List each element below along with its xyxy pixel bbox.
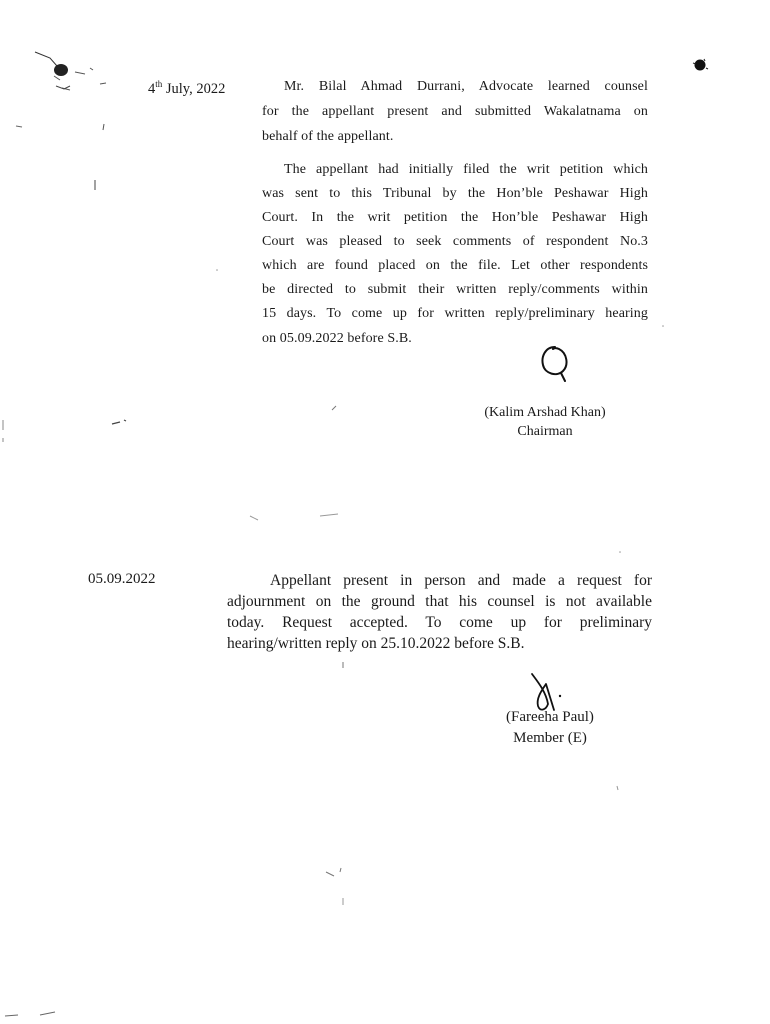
order-line: hearing/written reply on 25.10.2022 before S.B. <box>227 635 525 652</box>
order-line: today. Request accepted. To come up for preliminary <box>227 614 652 631</box>
order-line: on 05.09.2022 before S.B. <box>262 331 412 346</box>
signatory-name: (Kalim Arshad Khan) <box>484 405 606 420</box>
signatory-title: Chairman <box>517 424 573 439</box>
entry-date <box>148 81 225 98</box>
signatory-title: Member (E) <box>513 730 587 746</box>
order-line: 15 days. To come up for written reply/preliminary hearing <box>262 306 648 321</box>
order-line: was sent to this Tribunal by the Hon’ble Peshawar High <box>262 186 648 201</box>
order-line: adjournment on the ground that his counsel is not available <box>227 593 652 610</box>
chairman-signature <box>535 343 577 385</box>
signatory-name: (Fareeha Paul) <box>506 709 594 725</box>
order-line: for the appellant present and submitted Wakalatnama on <box>262 104 648 119</box>
date-ordinal-suffix: th <box>155 79 163 90</box>
order-line: behalf of the appellant. <box>262 129 394 144</box>
date-day: 4 <box>148 81 156 97</box>
order-line: Mr. Bilal Ahmad Durrani, Advocate learned counsel <box>284 79 648 94</box>
signatory-block <box>470 403 620 441</box>
order-line: Court. In the writ petition the Hon’ble Peshawar High <box>262 210 648 225</box>
entry-date <box>88 571 156 588</box>
date-month-year: July, 2022 <box>162 81 226 97</box>
order-line: be directed to submit their written reply/comments within <box>262 282 648 297</box>
order-line: The appellant had initially filed the writ petition which <box>284 162 648 177</box>
order-line: Court was pleased to seek comments of respondent No.3 <box>262 234 648 249</box>
date-text: 05.09.2022 <box>88 571 156 587</box>
order-line: which are found placed on the file. Let other respondents <box>262 258 648 273</box>
signatory-block <box>490 707 610 749</box>
order-line: Appellant present in person and made a request for <box>270 572 652 589</box>
